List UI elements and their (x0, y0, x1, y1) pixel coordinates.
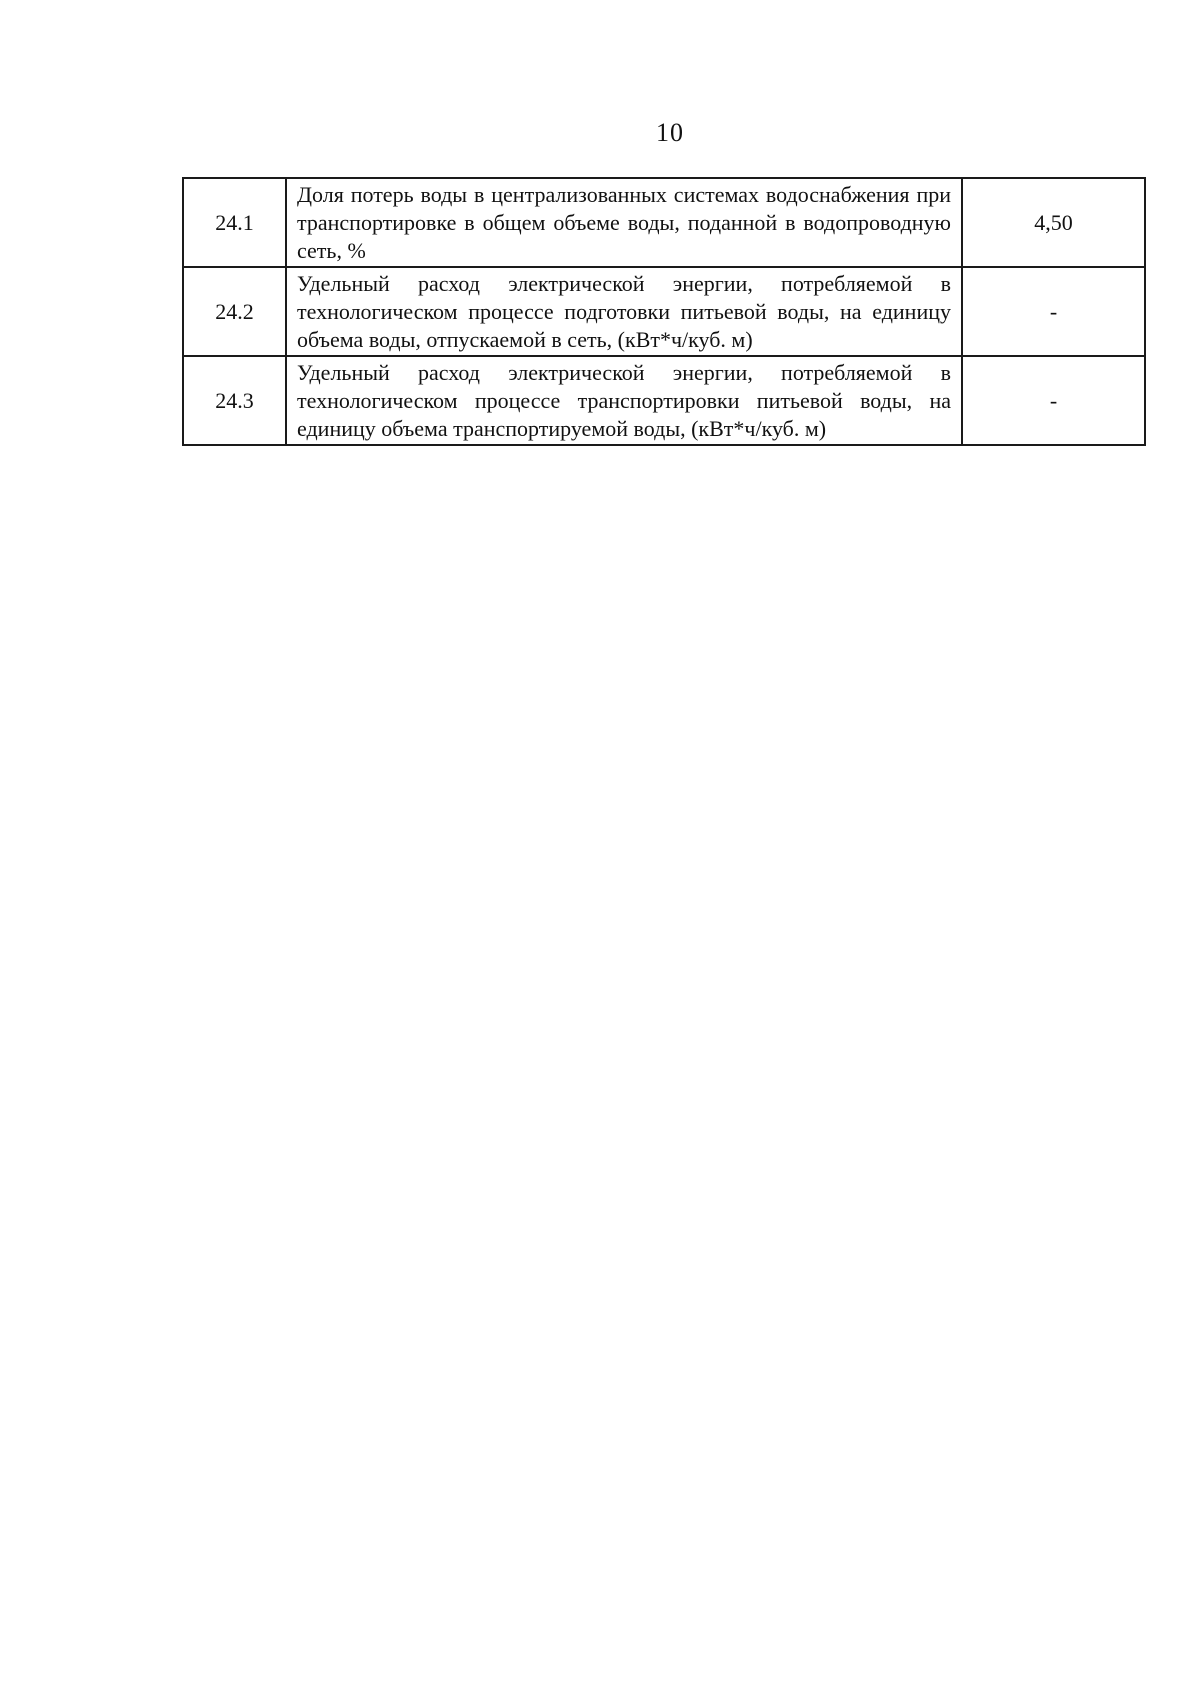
row-number: 24.2 (183, 267, 286, 356)
row-value: - (962, 356, 1145, 445)
row-number: 24.1 (183, 178, 286, 267)
table-row (183, 178, 1145, 267)
table-row (183, 356, 1145, 445)
row-description: Удельный расход электрической энергии, потребляемой в технологическом процессе подготовки питьевой воды, на единицу объема воды, отпускаемой в сеть, (кВт*ч/куб. м) (286, 267, 962, 356)
row-description: Удельный расход электрической энергии, потребляемой в технологическом процессе транспортировки питьевой воды, на единицу объема транспортируемой воды, (кВт*ч/куб. м) (286, 356, 962, 445)
indicators-table (182, 177, 1146, 446)
table-row (183, 267, 1145, 356)
row-number: 24.3 (183, 356, 286, 445)
row-description: Доля потерь воды в централизованных системах водоснабжения при транспортировке в общем объеме воды, поданной в водопроводную сеть, % (286, 178, 962, 267)
row-value: - (962, 267, 1145, 356)
row-value: 4,50 (962, 178, 1145, 267)
page-number: 10 (656, 118, 684, 147)
